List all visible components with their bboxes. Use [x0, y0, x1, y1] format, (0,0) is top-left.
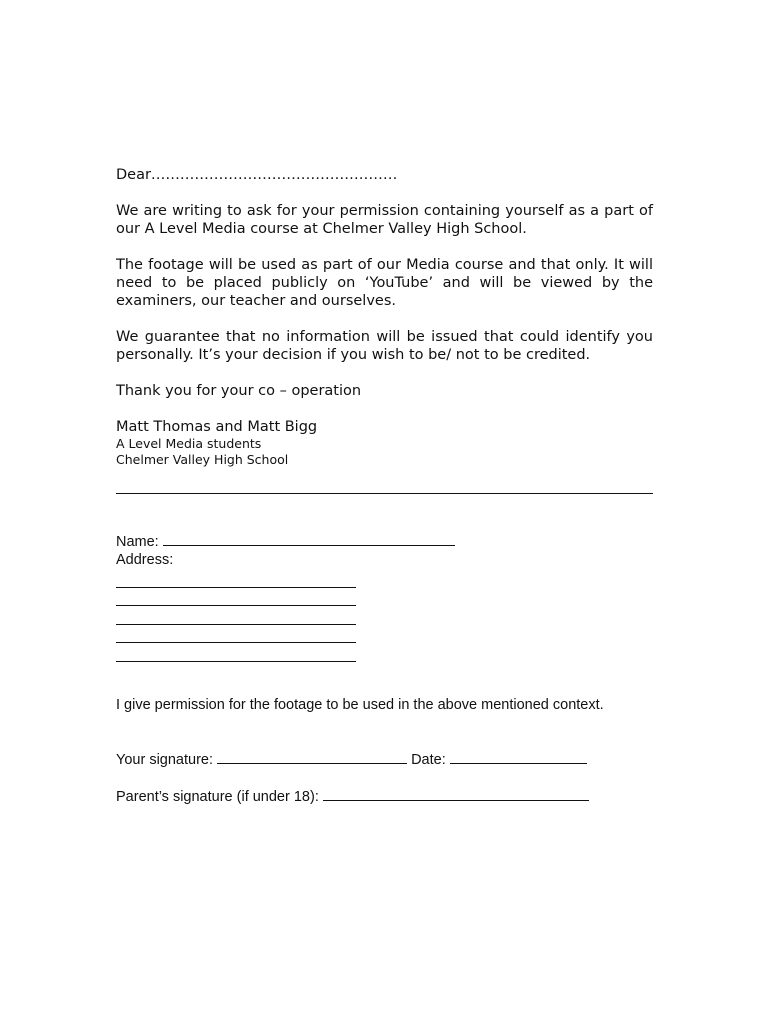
thanks-line: Thank you for your co – operation: [116, 383, 362, 399]
address-line-3[interactable]: [116, 608, 356, 625]
name-field[interactable]: [163, 532, 455, 546]
name-label: Name:: [116, 534, 159, 550]
date-label: Date:: [411, 751, 446, 768]
parent-signature-row: [116, 787, 653, 806]
salutation: Dear……………………………………………: [116, 167, 398, 183]
address-fields: [116, 571, 653, 662]
paragraph-guarantee: We guarantee that no information will be issued that could identify you personally. It’s your decision if you wish to be/ not to be credited.: [116, 329, 653, 363]
address-line-1[interactable]: [116, 571, 356, 588]
date-field[interactable]: [450, 750, 587, 764]
name-row: [116, 532, 653, 551]
signature-row: [116, 750, 653, 769]
signoff-school: Chelmer Valley High School: [116, 451, 289, 467]
parent-signature-label: Parent’s signature (if under 18):: [116, 788, 319, 805]
signature-field[interactable]: [217, 750, 407, 764]
signoff-role: A Level Media students: [116, 436, 262, 451]
address-line-4[interactable]: [116, 626, 356, 643]
parent-signature-field[interactable]: [323, 787, 589, 801]
signoff-names: Matt Thomas and Matt Bigg: [116, 419, 318, 435]
signature-label: Your signature:: [116, 751, 214, 768]
address-line-5[interactable]: [116, 645, 356, 662]
paragraph-usage: The footage will be used as part of our Media course and that only. It will need to be placed publicly on ‘YouTube’ and will be viewed by the examiners, our teacher and ourselves.: [116, 257, 653, 309]
permission-statement: I give permission for the footage to be used in the above mentioned context.: [116, 696, 604, 713]
address-line-2[interactable]: [116, 589, 356, 606]
permission-letter: [116, 166, 653, 806]
divider-line: [116, 493, 653, 494]
address-label: Address:: [116, 552, 174, 568]
paragraph-request: We are writing to ask for your permission containing yourself as a part of our A Level Media course at Chelmer Valley High School.: [116, 203, 653, 237]
